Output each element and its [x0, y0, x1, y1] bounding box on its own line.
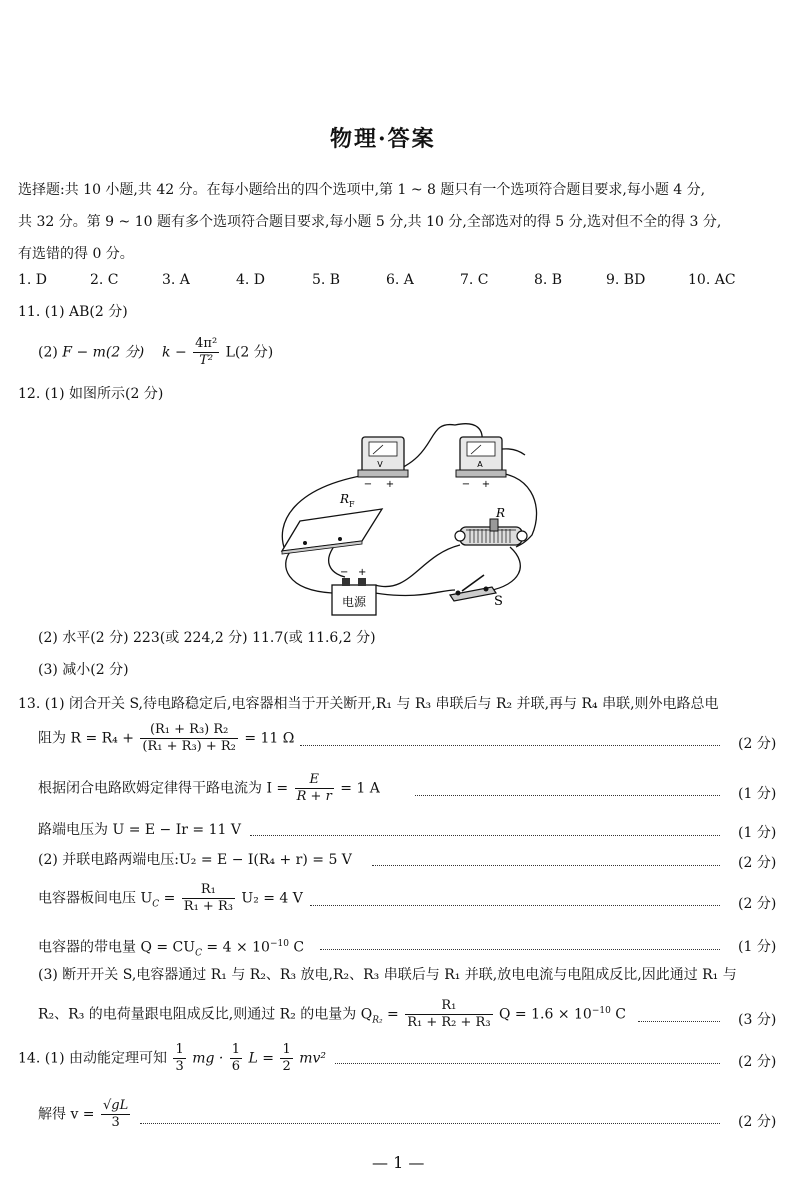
voltmeter — [358, 437, 408, 490]
q14-score-2: (2 分) — [738, 1114, 777, 1130]
leader-dots — [335, 1063, 720, 1064]
q13-l2-num: (R₁ + R₃) R₂ — [140, 722, 237, 739]
voltmeter-plus: + — [385, 479, 395, 490]
q11-frac-num: 4π² — [195, 336, 218, 351]
q13-l7-sub: C — [195, 948, 202, 959]
answer-6: 6. A — [386, 272, 414, 288]
q13-l9-den: R₁ + R₂ + R₃ — [407, 1015, 491, 1030]
leader-dots — [310, 905, 720, 906]
q13-l7-eq: = 4 × 10 — [206, 939, 270, 956]
q11-part2-answer: F − m(2 分) — [62, 344, 145, 361]
power-label: 电源 — [341, 595, 367, 609]
ammeter-minus: − — [461, 479, 471, 490]
q13-line8: (3) 断开开关 S,电容器通过 R₁ 与 R₂、R₃ 放电,R₂、R₃ 串联后与 R₁ 并联,放电电流与电阻成反比,因此通过 R₁ 与 — [38, 967, 737, 983]
q14-f3-num: 1 — [282, 1042, 291, 1057]
q11-part2-tail: L(2 分) — [225, 344, 274, 361]
q14-l2-prefix: 解得 v = — [38, 1106, 95, 1123]
q14-frac-2 — [230, 1042, 242, 1075]
switch — [450, 575, 503, 609]
q13-score-4: (2 分) — [738, 855, 777, 871]
switch-label: S — [494, 594, 503, 609]
ammeter-label: A — [477, 460, 483, 469]
q13-line7 — [38, 934, 304, 963]
q13-l9-num: R₁ — [405, 998, 492, 1015]
q13-l2-result: = 11 Ω — [244, 730, 295, 747]
q13-l9-eq: = — [387, 1006, 399, 1023]
q13-l6-sub: C — [152, 899, 160, 910]
q13-line9 — [38, 998, 626, 1031]
answer-9: 9. BD — [606, 272, 646, 288]
q14-f1-den: 3 — [175, 1059, 184, 1074]
voltmeter-minus: − — [363, 479, 373, 490]
page-number: — 1 — — [372, 1153, 425, 1172]
q13-l6-fraction — [182, 882, 235, 915]
q13-l9-prefix: R₂、R₃ 的电荷量跟电阻成反比,则通过 R₂ 的电量为 Q — [38, 1006, 373, 1023]
q11-frac-den: T² — [199, 353, 214, 368]
answer-1: 1. D — [18, 272, 48, 288]
leader-dots — [415, 795, 720, 796]
answer-4: 4. D — [236, 272, 266, 288]
power-plus: + — [358, 567, 367, 578]
q11-fraction — [193, 336, 219, 369]
q13-l2-prefix: 阻为 R = R₄ + — [38, 730, 134, 747]
q13-l7-exp: −10 — [269, 939, 289, 949]
circuit-diagram — [270, 415, 550, 620]
q13-l6-eq: = — [163, 890, 176, 907]
q13-line6 — [38, 882, 303, 915]
leader-dots — [372, 865, 720, 866]
rheostat-label: R — [496, 506, 506, 520]
q13-score-2: (1 分) — [738, 786, 777, 802]
intro-line-2: 共 32 分。第 9 ~ 10 题有多个选项符合题目要求,每小题 5 分,共 10 分,全部选对的得 5 分,选对但不全的得 3 分, — [18, 214, 722, 230]
wire-rheostat-to-switch — [488, 547, 520, 591]
q13-l7-prefix: 电容器的带电量 Q = CU — [38, 939, 196, 956]
q13-score-5: (2 分) — [738, 896, 777, 912]
q13-line4: 路端电压为 U = E − Ir = 11 V — [38, 822, 241, 838]
answer-5: 5. B — [312, 272, 341, 288]
q12-part2: (2) 水平(2 分) 223(或 224,2 分) 11.7(或 11.6,2 分) — [38, 630, 376, 646]
intro-line-3: 有选错的得 0 分。 — [18, 246, 134, 262]
q11-part1: 11. (1) AB(2 分) — [18, 304, 128, 320]
leader-dots — [300, 745, 720, 746]
rf-label: R — [340, 492, 350, 506]
page-title: 物理·答案 — [330, 126, 436, 152]
answer-8: 8. B — [534, 272, 563, 288]
q11-part2 — [38, 336, 273, 369]
q14-f4-den: 3 — [111, 1115, 120, 1130]
q13-l2-fraction — [140, 722, 237, 755]
q12-part1: 12. (1) 如图所示(2 分) — [18, 386, 164, 402]
power-minus: − — [340, 567, 349, 578]
ammeter-plus: + — [481, 479, 491, 490]
answer-2: 2. C — [90, 272, 119, 288]
q14-line1 — [18, 1042, 326, 1075]
q14-f3-den: 2 — [282, 1059, 291, 1074]
q13-line3 — [38, 772, 380, 805]
q13-l3-prefix: 根据闭合电路欧姆定律得干路电流为 I = — [38, 780, 289, 797]
q14-l1-prefix: 14. (1) 由动能定理可知 — [18, 1050, 167, 1067]
q14-f4-num: √gL — [103, 1098, 129, 1113]
q13-line5: (2) 并联电路两端电压:U₂ = E − I(R₄ + r) = 5 V — [38, 852, 352, 868]
wire-power-to-switch — [375, 590, 455, 595]
answer-7: 7. C — [460, 272, 489, 288]
q13-l6-prefix: 电容器板间电压 U — [38, 890, 153, 907]
q13-l9-fraction — [405, 998, 492, 1031]
q13-score-6: (1 分) — [738, 939, 777, 955]
q13-l9-q: Q = 1.6 × 10 — [499, 1006, 592, 1023]
q12-part3: (3) 减小(2 分) — [38, 662, 129, 678]
q13-line1: 13. (1) 闭合开关 S,待电路稳定后,电容器相当于开关断开,R₁ 与 R₃ 串联后与 R₂ 并联,再与 R₄ 串联,则外电路总电 — [18, 696, 719, 712]
q13-line2 — [38, 722, 294, 755]
leader-dots — [320, 949, 720, 950]
q13-l9-sub: R₂ — [372, 1015, 383, 1026]
q13-l3-num: E — [295, 772, 334, 789]
q14-frac-3 — [280, 1042, 292, 1075]
rf-subscript: F — [349, 500, 355, 509]
q14-score-1: (2 分) — [738, 1054, 777, 1070]
q13-score-1: (2 分) — [738, 736, 777, 752]
voltmeter-label: V — [377, 460, 383, 469]
leader-dots — [140, 1123, 720, 1124]
q14-l1-L: L = — [248, 1050, 274, 1067]
q13-l3-fraction — [295, 772, 334, 805]
q13-l3-result: = 1 A — [340, 780, 380, 797]
q13-l6-den: R₁ + R₃ — [183, 899, 233, 914]
wire-rf-to-power-2 — [286, 552, 332, 593]
q13-score-7: (3 分) — [738, 1012, 777, 1028]
q14-l1-mv: mv² — [299, 1050, 326, 1067]
q13-l2-den: (R₁ + R₃) + R₂ — [142, 739, 236, 754]
q14-f2-num: 1 — [231, 1042, 241, 1057]
q14-frac-4 — [101, 1098, 130, 1131]
q14-f2-den: 6 — [231, 1059, 241, 1074]
q13-l6-result: U₂ = 4 V — [241, 890, 303, 907]
q13-l9-exp: −10 — [591, 1005, 611, 1016]
leader-dots — [638, 1021, 720, 1022]
q14-line2 — [38, 1098, 132, 1131]
q13-l7-unit: C — [288, 939, 305, 956]
answer-10: 10. AC — [688, 272, 736, 288]
q14-f1-num: 1 — [175, 1042, 184, 1057]
rheostat — [455, 506, 527, 545]
answer-3: 3. A — [162, 272, 190, 288]
intro-line-1: 选择题:共 10 小题,共 42 分。在每小题给出的四个选项中,第 1 ~ 8 题只有一个选项符合题目要求,每小题 4 分, — [18, 182, 706, 198]
q11-part2-label: (2) — [38, 344, 58, 361]
q14-l1-mg: mg · — [192, 1050, 224, 1067]
q13-l3-den: R + r — [296, 789, 332, 804]
q11-part2-k: k − — [162, 344, 187, 361]
wire-power-to-rheostat — [375, 545, 460, 587]
q13-score-3: (1 分) — [738, 825, 777, 841]
leader-dots — [250, 835, 720, 836]
q14-frac-1 — [173, 1042, 185, 1075]
ammeter — [456, 437, 506, 490]
q13-l9-unit: C — [610, 1006, 626, 1023]
rf-plate — [282, 492, 382, 554]
q13-l6-num: R₁ — [182, 882, 235, 899]
